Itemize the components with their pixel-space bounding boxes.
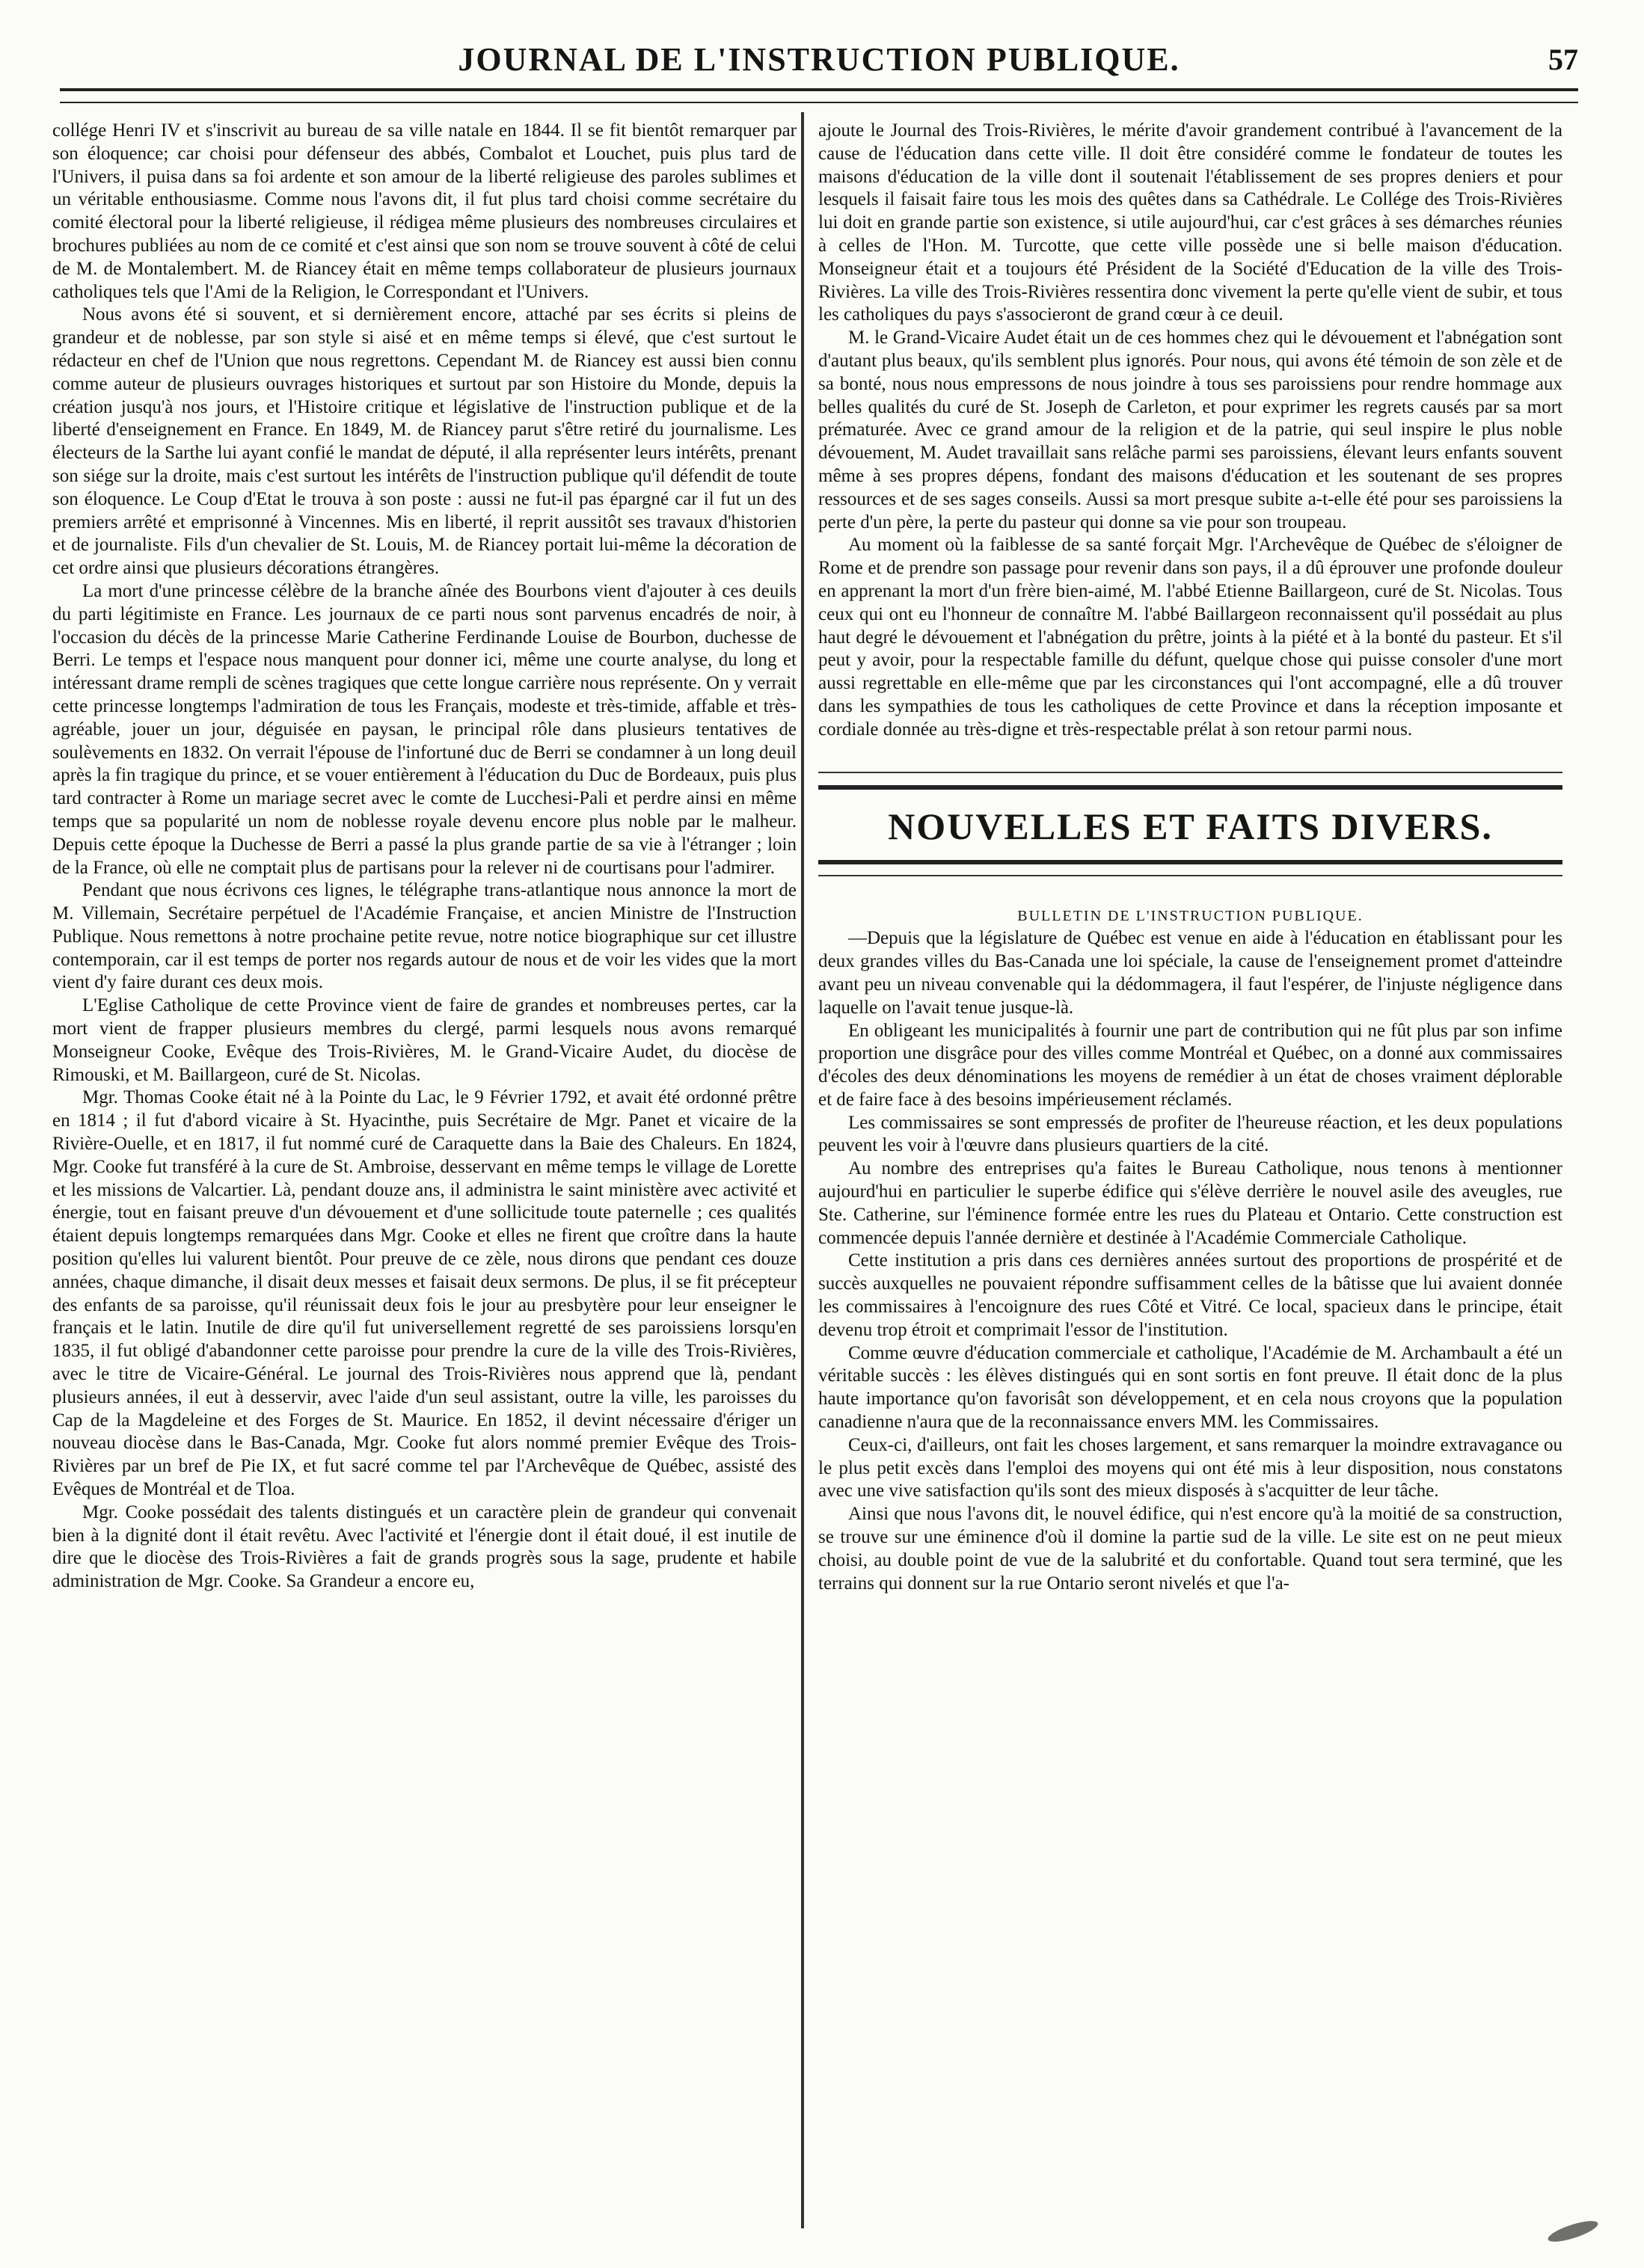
- news-paragraph: Au nombre des entreprises qu'a faites le Bureau Catholique, nous tenons à mentionner aujourd'hui en particulier le superbe édifice qui s'élève derrière le nouvel asile des aveugles, rue Ste. Catherine, sur l'éminence formée entre les rues du Plateau et Ontario. Cette construction est commencée depuis l'année dernière et destinée à l'Académie Commerciale Catholique.: [818, 1158, 1562, 1248]
- right-column: [818, 120, 1562, 2228]
- article-paragraph: Mgr. Cooke possédait des talents distingués et un caractère plein de grandeur qui convenait bien à la dignité dont il était revêtu. Avec l'activité et l'énergie dont il était doué, il est inutile de dire que le diocèse des Trois-Rivières a fait de grands progrès sous la sage, prudente et habile administration de Mgr. Cooke. Sa Grandeur a encore eu,: [52, 1502, 797, 1592]
- news-paragraph: Comme œuvre d'éducation commerciale et catholique, l'Académie de M. Archambault a été un véritable succès : les élèves distingués qui en sont sortis en font preuve. Il était donc de la plus haute importance qu'on favorisât son développement, et en cela nous croyons que la population canadienne n'aura que de la reconnaissance envers MM. les Commissaires.: [818, 1342, 1562, 1433]
- article-paragraph: Pendant que nous écrivons ces lignes, le télégraphe trans-atlantique nous annonce la mort de M. Villemain, Secrétaire perpétuel de l'Académie Française, et ancien Ministre de l'Instruction Publique. Nous remettons à notre prochaine petite revue, notre notice biographique sur cet illustre contemporain, car il est temps de porter nos regards autour de nous et de voir les vides que la mort vient d'y faire durant ces deux mois.: [52, 880, 797, 993]
- news-paragraph: En obligeant les municipalités à fournir une part de contribution qui ne fût plus par son infime proportion une disgrâce pour des villes comme Montréal et Québec, on a donné aux commissaires d'écoles des deux dénominations les moyens de remédier à un état de choses vraiment déplorable et de faire face à des besoins impérieusement réclamés.: [818, 1020, 1562, 1110]
- news-paragraph: Cette institution a pris dans ces dernières années surtout des proportions de prospérité et de succès auxquelles ne pouvaient répondre suffisamment celles de la bâtisse que lui avaient donnée les commissaires à l'encoignure des rues Côté et Vitré. Ce local, spacieux dans le principe, était devenu trop étroit et comprimait l'essor de l'institution.: [818, 1250, 1562, 1340]
- section-title: NOUVELLES ET FAITS DIVERS.: [888, 805, 1493, 847]
- article-paragraph: La mort d'une princesse célèbre de la branche aînée des Bourbons vient d'ajouter à ces deuils du parti légitimiste en France. Les journaux de ce parti nous sont parvenus encadrés de noir, à l'occasion du décès de la princesse Marie Catherine Ferdinande Louise de Bourbon, duchesse de Berri. Le temps et l'espace nous manquent pour donner ici, même une courte analyse, du long et intéressant drame rempli de scènes tragiques que cette longue carrière nous représente. On y verrait cette princesse longtemps l'admiration de tous les Français, modeste et très-timide, affable et très-agréable, jouer un jour, déguisée en paysan, le principal rôle dans plusieurs tentatives de soulèvements en 1832. On verrait l'épouse de l'infortuné duc de Berri se condamner à un long deuil après la fin tragique du prince, et se vouer entièrement à l'éducation du Duc de Bordeaux, puis plus tard contracter à Rome un mariage secret avec le comte de Lucchesi-Pali et perdre ainsi en même temps que sa popularité un nom de noblesse royale devenu encore plus noble par le malheur. Depuis cette époque la Duchesse de Berri a passé la plus grande partie de sa vie à l'étranger ; loin de la France, où elle ne comptait plus de partisans pour la relever ni de courtisans pour l'admirer.: [52, 580, 797, 878]
- journal-title: JOURNAL DE L'INSTRUCTION PUBLIQUE.: [458, 41, 1180, 78]
- bulletin-heading: BULLETIN DE L'INSTRUCTION PUBLIQUE.: [1017, 907, 1364, 924]
- column-divider: [801, 112, 804, 2228]
- left-column: [52, 120, 797, 2228]
- news-paragraph: Ceux-ci, d'ailleurs, ont fait les choses largement, et sans remarquer la moindre extravagance ou le plus petit excès dans l'emploi des moyens qui ont été mis à leur disposition, nous constatons avec une vive satisfaction qu'ils sont des mieux disposés à s'acquitter de leur tâche.: [818, 1434, 1562, 1502]
- page-number: 57: [1548, 43, 1578, 76]
- section-rule-top: [818, 772, 1562, 790]
- article-paragraph: Au moment où la faiblesse de sa santé forçait Mgr. l'Archevêque de Québec de s'éloigner de Rome et de prendre son passage pour revenir dans son pays, il a dû éprouver une profonde douleur en apprenant la mort d'un frère bien-aimé, M. l'abbé Etienne Baillargeon, curé de St. Nicolas. Tous ceux qui ont eu l'honneur de connaître M. l'abbé Baillargeon reconnaissent qu'il possédait au plus haut degré le dévouement et l'abnégation du prêtre, joints à la piété et à la bonté du pasteur. Et s'il peut y avoir, pour la respectable famille du défunt, quelque chose qui puisse consoler d'une mort aussi regrettable en elle-même que par les circonstances qui l'ont accompagné, elle a dû trouver dans les sympathies de tous les catholiques de cette Province et dans la réception imposante et cordiale donnée au très-digne et très-respectable prélat à son retour parmi nous.: [818, 535, 1562, 740]
- article-paragraph: collége Henri IV et s'inscrivit au bureau de sa ville natale en 1844. Il se fit bientôt remarquer par son éloquence; car choisi pour défenseur des abbés, Combalot et Louchet, puis plus tard de l'Univers, il puisa dans sa foi ardente et son amour de la liberté religieuse des paroles sublimes et un véritable enthousiasme. Comme nous l'avons dit, il fut plus tard choisi comme secrétaire du comité électoral pour la liberté religieuse, il rédigea même plusieurs des nombreuses circulaires et brochures publiées au nom de ce comité et c'est ainsi que son nom se trouve souvent à côté de celui de M. de Montalembert. M. de Riancey était en même temps collaborateur de plusieurs journaux catholiques tels que l'Ami de la Religion, le Correspondant et l'Univers.: [52, 120, 797, 302]
- article-paragraph: Nous avons été si souvent, et si dernièrement encore, attaché par ses écrits si pleins de grandeur et de noblesse, par son style si aisé et en même temps si élevé, que c'est surtout le rédacteur en chef de l'Union que nous regrettons. Cependant M. de Riancey est aussi bien connu comme auteur de plusieurs ouvrages historiques et surtout par son Histoire du Monde, depuis la création jusqu'à nos jours, et l'Histoire critique et législative de l'instruction publique et de la liberté d'enseignement en France. En 1849, M. de Riancey parut s'être retiré du journalisme. Les électeurs de la Sarthe lui ayant confié le mandat de député, il alla représenter leurs intérêts, prenant son siége sur la droite, mais c'est surtout les intérêts de l'instruction publique qu'il défendit de toute son éloquence. Le Coup d'Etat le trouva à son poste : aussi ne fut-il pas épargné car il fut un des premiers arrêté et emprisonné à Vincennes. Mis en liberté, il reprit aussitôt ses travaux d'historien et de journaliste. Fils d'un chevalier de St. Louis, M. de Riancey portait lui-même la décoration de cet ordre ainsi que plusieurs décorations étrangères.: [52, 304, 797, 579]
- news-paragraph: Ainsi que nous l'avons dit, le nouvel édifice, qui n'est encore qu'à la moitié de sa construction, se trouve sur une éminence d'où il domine la partie sud de la ville. Le site est on ne peut mieux choisi, au double point de vue de la salubrité et du confortable. Quand tout sera terminé, que les terrains qui donnent sur la rue Ontario seront nivelés et que l'a-: [818, 1504, 1562, 1594]
- header-double-rule: [60, 88, 1578, 103]
- article-paragraph: M. le Grand-Vicaire Audet était un de ces hommes chez qui le dévouement et l'abnégation sont d'autant plus beaux, qu'ils semblent plus ignorés. Pour nous, qui avons été témoin de son zèle et de sa bonté, nous nous empressons de nous joindre à tous ses paroissiens pour rendre hommage aux belles qualités du curé de St. Joseph de Carleton, et pour exprimer les regrets causés par sa mort prématurée. Avec ce grand amour de la religion et de la patrie, qui seul inspire le plus noble dévouement, M. Audet travaillait sans relâche parmi ses paroissiens, élevant leurs enfants souvent même à ses propres dépens, fondant des maisons d'éducation et les soutenant de ses propres ressources et de ses sages conseils. Aussi sa mort presque subite a-t-elle été pour ses paroissiens la perte d'un père, la perte du pasteur qui donne sa vie pour son troupeau.: [818, 328, 1562, 532]
- news-paragraph: —Depuis que la législature de Québec est venue en aide à l'éducation en établissant pour les deux grandes villes du Bas-Canada une loi spéciale, la cause de l'enseignement promet d'atteindre avant peu un niveau convenable qui la dédommagera, il faut l'espérer, de l'injuste négligence dans laquelle on l'avait tenue jusque-là.: [818, 928, 1562, 1018]
- running-header: [60, 36, 1578, 81]
- article-paragraph: ajoute le Journal des Trois-Rivières, le mérite d'avoir grandement contribué à l'avancement de la cause de l'éducation dans cette ville. Il doit être considéré comme le fondateur de toutes les maisons d'éducation de la ville dont il soutenait l'établissement de ses propres deniers et pour lesquels il faisait faire tous les mois des quêtes dans sa Cathédrale. Le Collége des Trois-Rivières lui doit en grande partie son existence, si utile aujourd'hui, car c'est grâces à ses démarches réunies à celles de l'Hon. M. Turcotte, que cette ville possède une si belle maison d'éducation. Monseigneur était et a toujours été Président de la Société d'Education de la ville des Trois-Rivières. La ville des Trois-Rivières ressentira donc vivement la perte qu'elle vient de subir, et tous les catholiques du pays s'associeront de grand cœur à ce deuil.: [818, 120, 1562, 325]
- news-paragraph: Les commissaires se sont empressés de profiter de l'heureuse réaction, et les deux populations peuvent les voir à l'œuvre dans plusieurs quartiers de la cité.: [818, 1112, 1562, 1156]
- section-rule-bottom: [818, 860, 1562, 876]
- article-paragraph: Mgr. Thomas Cooke était né à la Pointe du Lac, le 9 Février 1792, et avait été ordonné prêtre en 1814 ; il fut d'abord vicaire à St. Hyacinthe, puis Secrétaire de Mgr. Panet et vicaire de la Rivière-Ouelle, et en 1817, il fut nommé curé de Caraquette dans la Baie des Chaleurs. En 1824, Mgr. Cooke fut transféré à la cure de St. Ambroise, desservant en même temps le village de Lorette et les missions de Valcartier. Là, pendant douze ans, il administra le saint ministère avec activité et énergie, tout en faisant preuve d'un dévouement et d'une sollicitude toute paternelle ; ces qualités étaient depuis longtemps remarquées dans Mgr. Cooke et elles ne firent que croître dans la haute position qu'elles lui valurent bientôt. Pour preuve de ce zèle, nous dirons que pendant ces douze années, chaque dimanche, il disait deux messes et faisait deux sermons. De plus, il se fit précepteur des enfants de sa paroisse, qu'il réunissait deux fois le jour au presbytère pour leur enseigner le français et le latin. Inutile de dire qu'il fut universellement regretté de ses paroissiens lorsqu'en 1835, il fut obligé d'abandonner cette paroisse pour prendre la cure de la ville des Trois-Rivières, avec le titre de Vicaire-Général. Le journal des Trois-Rivières nous apprend que là, pendant plusieurs années, il eut à desservir, avec l'aide d'un seul assistant, outre la ville, les paroisses du Cap de la Magdeleine et des Forges de St. Maurice. En 1852, il devint nécessaire d'ériger un nouveau diocèse dans le Bas-Canada, Mgr. Cooke fut alors nommé premier Evêque des Trois-Rivières par un bref de Pie IX, et fut sacré comme tel par l'Archevêque de Québec, assisté des Evêques de Montréal et de Tloa.: [52, 1087, 797, 1500]
- article-paragraph: L'Eglise Catholique de cette Province vient de faire de grandes et nombreuses pertes, car la mort vient de frapper plusieurs membres du clergé, parmi lesquels nous avons remarqué Monseigneur Cooke, Evêque des Trois-Rivières, M. le Grand-Vicaire Audet, du diocèse de Rimouski, et M. Baillargeon, curé de St. Nicolas.: [52, 995, 797, 1085]
